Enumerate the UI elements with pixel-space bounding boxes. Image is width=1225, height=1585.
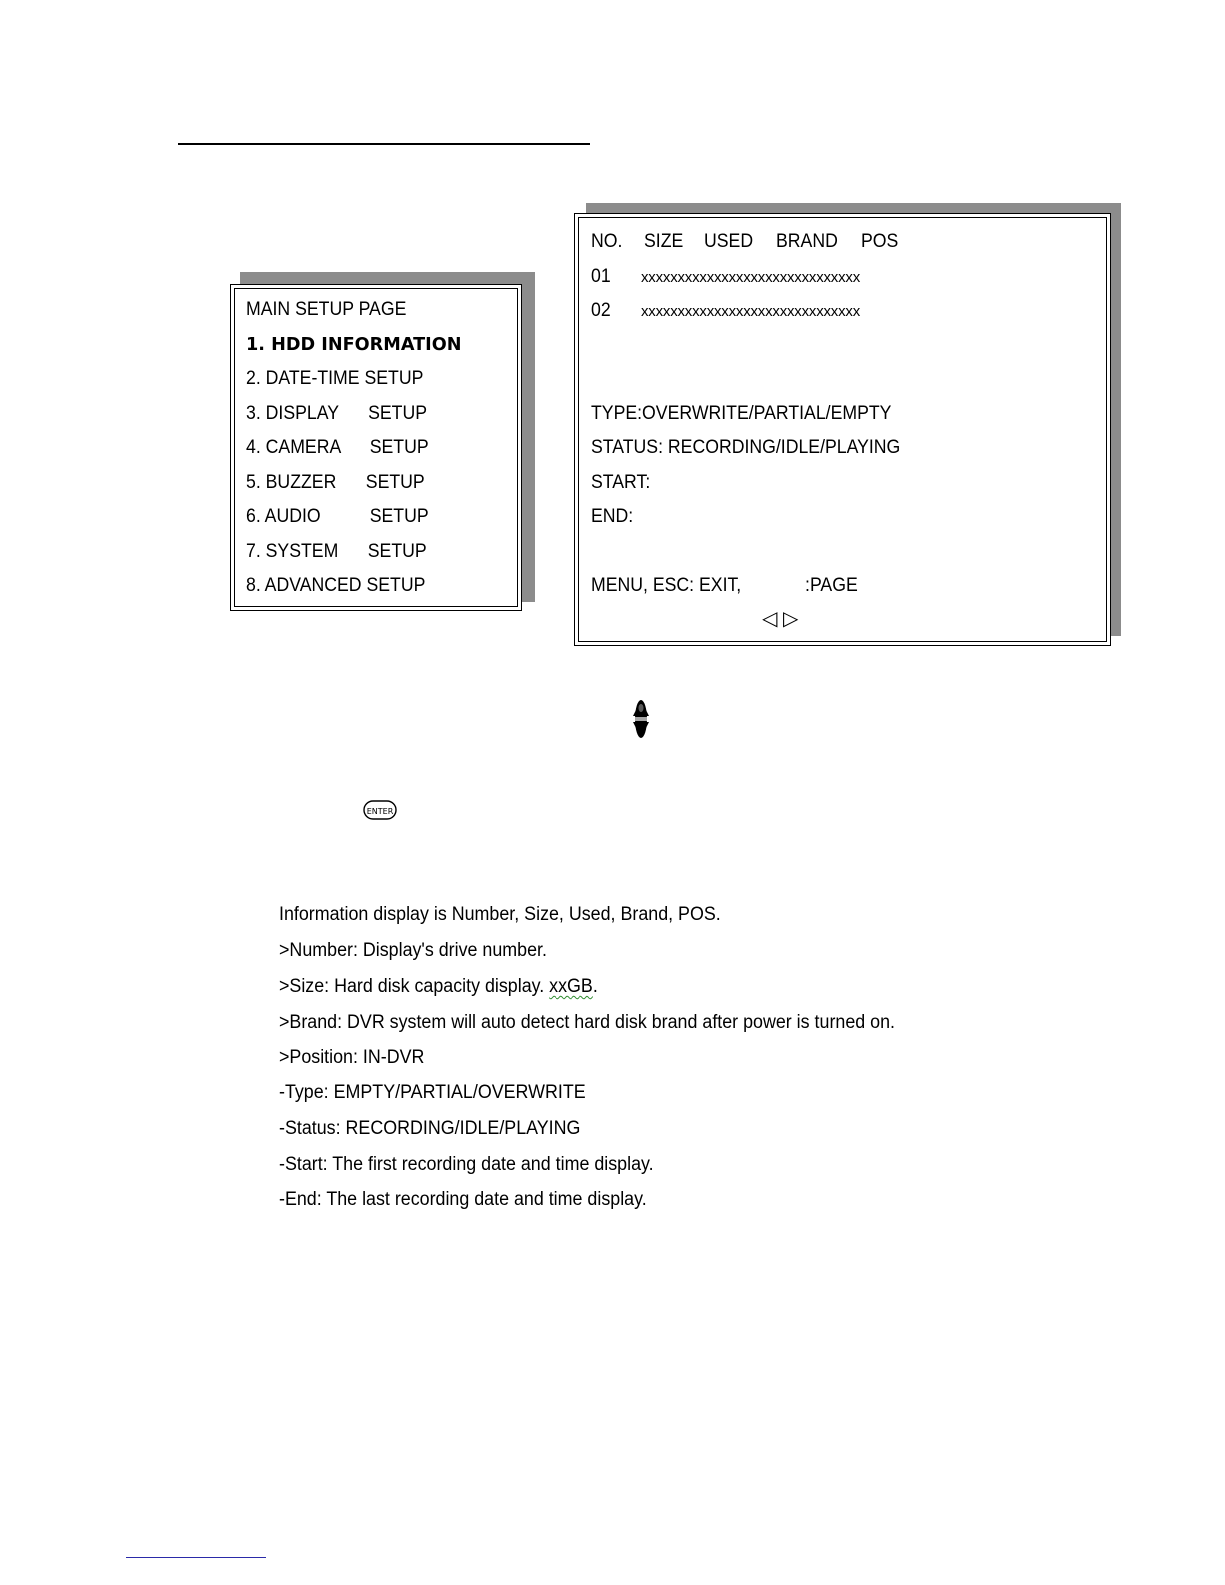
section-title-underline <box>178 143 590 145</box>
description-start: -Start: The first recording date and time display. <box>279 1154 654 1175</box>
description-position: >Position: IN-DVR <box>279 1047 425 1068</box>
menu-item-advanced-setup[interactable]: 8. ADVANCED SETUP <box>246 575 426 596</box>
column-header-brand: BRAND <box>776 231 838 252</box>
footnote-separator <box>126 1557 266 1558</box>
description-size-period: . <box>592 976 598 997</box>
description-size-text: >Size: Hard disk capacity display. <box>279 976 550 997</box>
description-type: -Type: EMPTY/PARTIAL/OVERWRITE <box>279 1082 586 1103</box>
menu-item-camera-setup[interactable]: 4. CAMERA SETUP <box>246 437 429 458</box>
hdd-start-line: START: <box>591 472 651 493</box>
hdd-type-line: TYPE:OVERWRITE/PARTIAL/EMPTY <box>591 403 892 424</box>
description-size-unit: xxGB <box>549 976 593 997</box>
description-number: >Number: Display's drive number. <box>279 940 547 961</box>
column-header-no: NO. <box>591 231 623 252</box>
column-header-used: USED <box>704 231 754 252</box>
hdd-row-data: xxxxxxxxxxxxxxxxxxxxxxxxxxxxxx <box>641 303 861 320</box>
menu-item-date-time-setup[interactable]: 2. DATE-TIME SETUP <box>246 368 424 389</box>
hdd-row-number: 01 <box>591 266 611 287</box>
menu-item-buzzer-setup[interactable]: 5. BUZZER SETUP <box>246 472 425 493</box>
description-end: -End: The last recording date and time display. <box>279 1189 647 1210</box>
description-intro: Information display is Number, Size, Used, Brand, POS. <box>279 904 721 925</box>
page-left-right-arrows: ◁ ▷ <box>762 608 799 630</box>
column-header-size: SIZE <box>644 231 684 252</box>
hdd-end-line: END: <box>591 506 634 527</box>
column-header-pos: POS <box>861 231 899 252</box>
menu-item-audio-setup[interactable]: 6. AUDIO SETUP <box>246 506 429 527</box>
description-size <box>279 976 598 998</box>
hdd-row-data: xxxxxxxxxxxxxxxxxxxxxxxxxxxxxx <box>641 269 861 286</box>
svg-text:ENTER: ENTER <box>366 807 394 816</box>
hdd-row-number: 02 <box>591 300 611 321</box>
enter-key-icon <box>363 800 397 820</box>
menu-item-system-setup[interactable]: 7. SYSTEM SETUP <box>246 541 427 562</box>
up-down-arrow-icon <box>630 697 652 741</box>
hdd-footer-help: MENU, ESC: EXIT, :PAGE <box>591 575 858 596</box>
menu-item-hdd-information[interactable]: 1. HDD INFORMATION <box>246 334 462 355</box>
menu-title: MAIN SETUP PAGE <box>246 299 407 320</box>
description-status: -Status: RECORDING/IDLE/PLAYING <box>279 1118 581 1139</box>
description-brand: >Brand: DVR system will auto detect hard disk brand after power is turned on. <box>279 1012 895 1033</box>
menu-item-display-setup[interactable]: 3. DISPLAY SETUP <box>246 403 428 424</box>
hdd-status-line: STATUS: RECORDING/IDLE/PLAYING <box>591 437 901 458</box>
